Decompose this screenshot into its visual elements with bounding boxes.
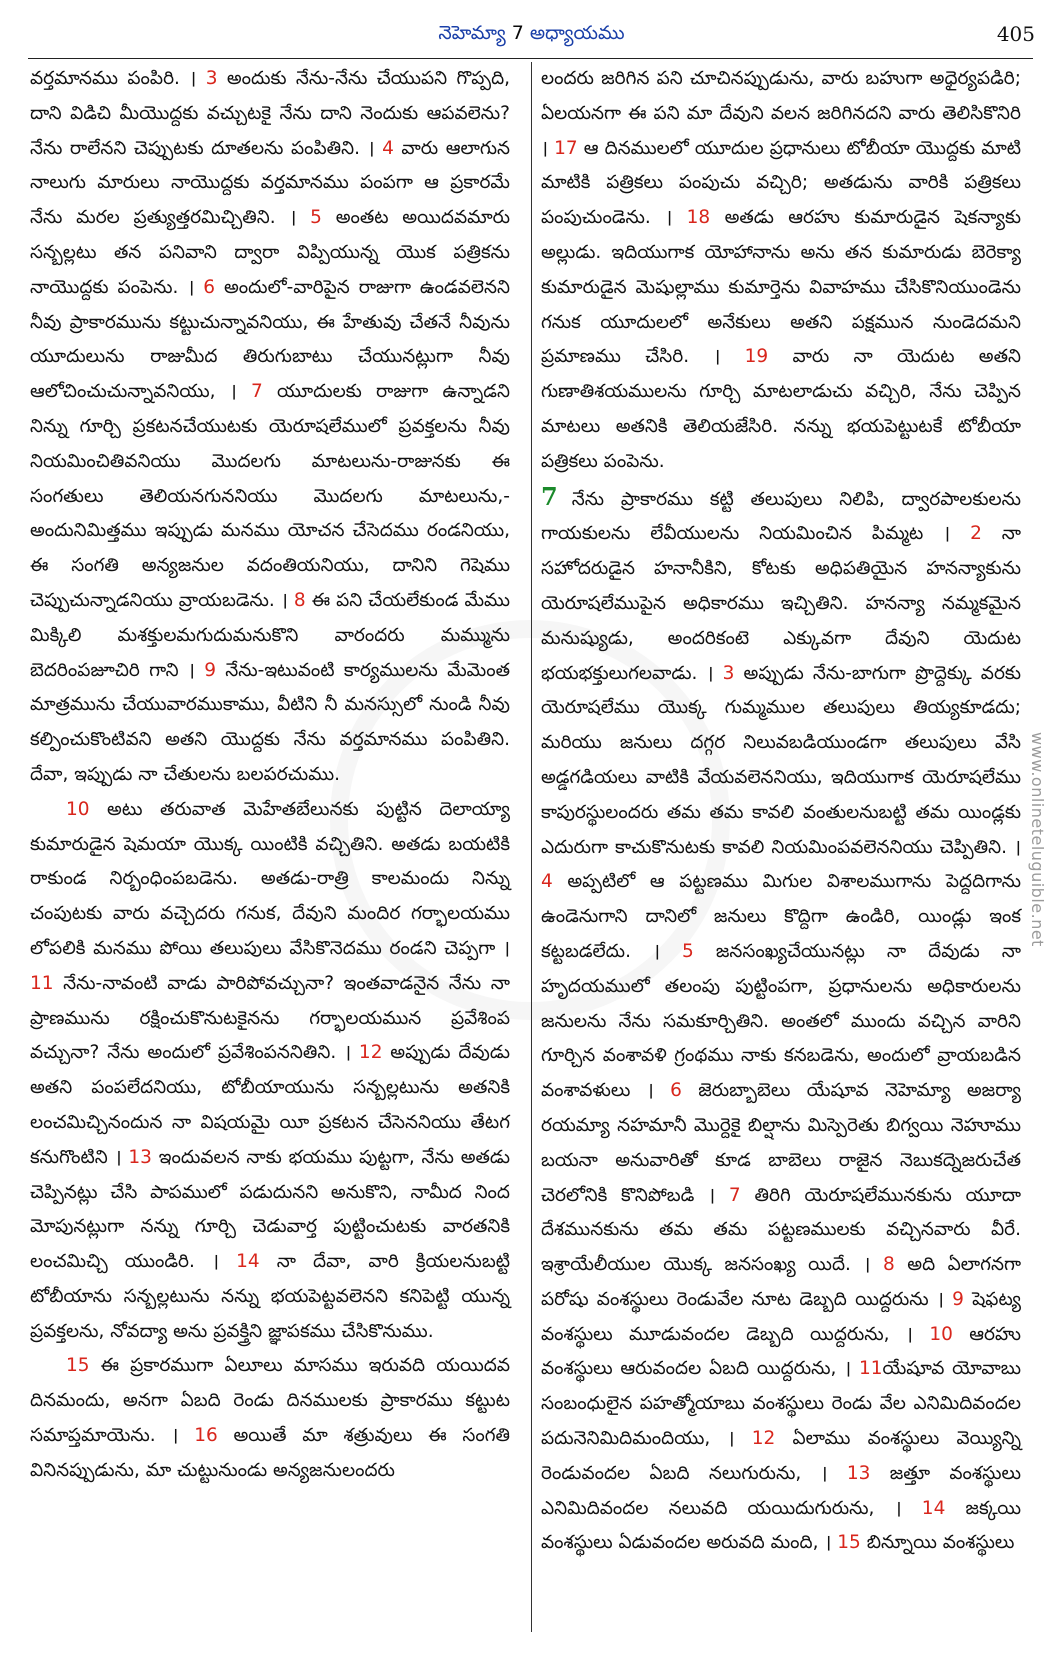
- chapter-number: 7: [511, 22, 524, 44]
- verse-text: యేషూవ యోవాబు సంబంధులైన పహత్మోయాబు వంశస్థులు రెండు వేల ఎనిమిదివందల పదునెనిమిదిమందియు, ।: [541, 1358, 1021, 1450]
- verse-number: 6: [670, 1080, 682, 1102]
- column-divider: [531, 62, 532, 1632]
- verse-number: 13: [846, 1462, 871, 1484]
- verse-text: అయితే మా శత్రువులు ఈ సంగతి వినినప్పుడును, మా చుట్టునుండు అన్యజనులందరు: [30, 1425, 510, 1481]
- verse-text: అప్పుడు నేను-బాగుగా ప్రొద్దెక్కు వరకు యెరూషలేము యొక్క గుమ్మముల తలుపులు తియ్యకూడదు; మరియు జనులు దగ్గర నిలువబడియుండగా తలుపులు వేసి అడ్డగడియలు వాటికి వేయవలెననియు, ఇదియుగాక యెరూషలేము కాపురస్థులందరు తమ తమ కావలి వంతులనుబట్టి తమ యిండ్లకు ఎదురుగా కాచుకొనుటకు కావలి నియమింపవలెననియు చెప్పితిని. ।: [541, 662, 1021, 858]
- verse-number: 15: [66, 1355, 90, 1377]
- verse-text: ఆరహు వంశస్థులు ఆరువందల ఏబది యిద్దరును, ।: [541, 1323, 1021, 1380]
- verse-number: 4: [382, 137, 394, 159]
- verse-text: అందుకు నేను-నేను చేయుపని గొప్పది, దాని విడిచి మీయొద్దకు వచ్చుటకై నేను దాని నెందుకు ఆపవలెను? నేను రాలేనని చెప్పుటకు దూతలను పంపితిని. ।: [30, 68, 511, 159]
- right-column: [541, 62, 1021, 1561]
- verse-text: లందరు జరిగిన పని చూచినప్పుడును, వారు బహుగా అధైర్యపడిరి; ఏలయనగా ఈ పని మా దేవుని వలన జరిగినదని వారు తెలిసికొనిరి ।: [541, 68, 1021, 159]
- verse-text: ఇందువలన నాకు భయము పుట్టగా, నేను అతడు చెప్పినట్లు చేసి పాపములో పడుదునని అనుకొని, నామీద నింద మోపునట్లుగా నన్ను గూర్చి చెడువార్త పుట్టించుటకు వారతనికి లంచమిచ్చి యుండిరి. ।: [30, 1146, 510, 1273]
- verse-number: 8: [882, 1254, 895, 1276]
- verse-text: జెరుబ్బాబెలు యేషూవ నెహెమ్యా అజర్యా రయమ్యా నహమానీ మొర్దెకై బిల్షాను మిస్పెరెతు బిగ్వయి నెహూము బయనా అనువారితో కూడ బాబెలు రాజైన నెబుకద్నెజరుచేత చెరలోనికి కొనిపోబడి ।: [541, 1080, 1021, 1206]
- verse-number: 11: [858, 1358, 883, 1380]
- verse-text: ఈ ప్రకారముగా ఏలూలు మాసము ఇరువది యయిదవ దినమందు, అనగా ఏబది రెండు దినములకు ప్రాకారము కట్టుట సమాప్తమాయెను. ।: [30, 1355, 510, 1447]
- verse-number: 19: [744, 346, 769, 368]
- verse-number: 8: [293, 589, 306, 611]
- verse-number: 10: [66, 798, 90, 820]
- paragraph: [30, 1349, 510, 1488]
- verse-number: 9: [204, 659, 216, 681]
- verse-text: వారు నా యెదుట అతని గుణాతిశయములను గూర్చి మాటలాడుచు వచ్చిరి, నేను చెప్పిన మాటలు అతనికి తెలియజేసిరి. నన్ను భయపెట్టుటకే టోబీయా పత్రికలు పంపెను.: [541, 346, 1021, 472]
- verse-number: 2: [970, 523, 982, 545]
- verse-text: అటు తరువాత మెహేతబేలునకు పుట్టిన దెలాయ్యా కుమారుడైన షెమయా యొక్క యింటికి వచ్చితిని. అతడు బయటికి రాకుండ నిర్బంధింపబడెను. అతడు-రాత్రి కాలమందు నిన్ను చంపుటకు వారు వచ్చెదరు గనుక, దేవుని మందిర గర్భాలయము లోపలికి మనము పోయి తలుపులు వేసికొనెదము రండని చెప్పగా ।: [30, 798, 510, 959]
- verse-text: నేను-నావంటి వాడు పారిపోవచ్చునా? ఇంతవాడనైన నేను నా ప్రాణమును రక్షించుకొనుటకైనను గర్భాలయమున ప్రవేశింప వచ్చునా? నేను అందులో ప్రవేశింపననితిని. ।: [30, 972, 510, 1064]
- verse-text: నేను-ఇటువంటి కార్యములను మేమెంత మాత్రమును చేయువారముకాము, వీటిని నీ మనస్సులో నుండి నీవు కల్పించుకొంటివని అతని యొద్దకు నేను వర్తమానము పంపితిని. దేవా, ఇప్పుడు నా చేతులను బలపరచుము.: [30, 659, 510, 785]
- verse-number: 18: [686, 207, 711, 229]
- verse-number: 16: [194, 1425, 218, 1447]
- right-side-watermark: www.onlineteluguible.net: [1027, 732, 1047, 947]
- verse-text: తిరిగి యెరూషలేమునకును యూదా దేశమునకును తమ తమ పట్టణములకు వచ్చినవారు వీరే. ఇశ్రాయేలీయుల యొక్క జనసంఖ్య యిదే. ।: [541, 1184, 1021, 1276]
- paragraph: [30, 793, 510, 1350]
- paragraph: [30, 62, 510, 793]
- verse-text: యూదులకు రాజుగా ఉన్నాడని నిన్ను గూర్చి ప్రకటనచేయుటకు యెరూషలేములో ప్రవక్తలను నీవు నియమించితివనియు మొదలగు మాటలును-రాజునకు ఈ సంగతులు తెలియనగుననియు మొదలగు మాటలును,-అందునిమిత్తము ఇప్పుడు మనము యోచన చేసెదము రండనియు, ఈ సంగతి అన్యజనుల వదంతియనియు, దానిని గెషెము చెప్పుచున్నాడనియు వ్రాయబడెను. ।: [30, 381, 510, 611]
- verse-text: షెఫట్య వంశస్థులు మూడువందల డెబ్బది యిద్దరును, ।: [541, 1288, 1021, 1345]
- verse-text: వర్తమానము పంపిరి. ।: [30, 68, 206, 89]
- verse-text: జనసంఖ్యచేయునట్లు నా దేవుడు నా హృదయములో తలంపు పుట్టింపగా, ప్రధానులను అధికారులను జనులను నేను సమకూర్చితిని. అంతలో ముందు వచ్చిన వారిని గూర్చిన వంశావళి గ్రంథము నాకు కనబడెను, అందులో వ్రాయబడిన వంశావళులు ।: [541, 940, 1021, 1102]
- left-column: [30, 62, 510, 1489]
- verse-text: అతడు ఆరహు కుమారుడైన షెకన్యాకు అల్లుడు. ఇదియుగాక యోహానాను అను తన కుమారుడు బెరెక్యా కుమారుడైన మెషుల్లాము కుమార్తెను వివాహము చేసికొనియుండెను గనుక యూదులలో అనేకులు అతని పక్షమున నుండెదమని ప్రమాణము చేసిరి. ।: [541, 207, 1021, 368]
- verse-number: 11: [30, 972, 54, 994]
- chapter-start-number: 7: [541, 481, 558, 511]
- verse-text: ఈ పని చేయలేకుండ మేము మిక్కిలి మశక్తులమగుదుమనుకొని వారందరు మమ్మును బెదరింపజూచిరి గాని ।: [30, 589, 510, 681]
- verse-text: నా సహోదరుడైన హనానీకిని, కోటకు అధిపతియైన హనన్యాకును యెరూషలేముపైన అధికారము ఇచ్చితిని. హనన్యా నమ్మకమైన మనుష్యుడు, అందరికంటె ఎక్కువగా దేవుని యెదుట భయభక్తులుగలవాడు. ।: [541, 523, 1021, 684]
- verse-text: అప్పటిలో ఆ పట్టణము మిగుల విశాలముగాను పెద్దదిగాను ఉండెనుగాని దానిలో జనులు కొద్దిగా ఉండిరి, యిండ్లు ఇంక కట్టబడలేదు. ।: [541, 871, 1021, 962]
- verse-number: 5: [682, 940, 694, 962]
- verse-text: బిన్నూయి వంశస్థులు: [860, 1532, 1015, 1554]
- verse-number: 12: [358, 1042, 383, 1064]
- verse-number: 14: [236, 1251, 260, 1273]
- verse-number: 10: [929, 1323, 953, 1345]
- verse-text: ఏలాము వంశస్థులు వెయ్యిన్ని రెండువందల ఏబది నలుగురును, ।: [541, 1428, 1021, 1484]
- verse-number: 7: [728, 1184, 741, 1206]
- chapter-word: అధ్యాయము: [529, 22, 625, 44]
- verse-number: 17: [554, 137, 578, 159]
- verse-text: ఆ దినములలో యూదుల ప్రధానులు టోబీయా యొద్దకు మాటి మాటికి పత్రికలు పంపుచు వచ్చిరి; అతడును వారికి పత్రికలు పంపుచుండెను. ।: [541, 137, 1021, 229]
- verse-text: నా దేవా, వారి క్రియలనుబట్టి టోబీయాను సన్బల్లటును నన్ను భయపెట్టవలెనని కనిపెట్టి యున్న ప్రవక్తలను, నోవద్యా అను ప్రవక్త్రిని జ్ఞాపకము చేసికొనుము.: [30, 1251, 510, 1342]
- paragraph: [541, 62, 1021, 480]
- verse-number: 3: [205, 68, 218, 89]
- verse-text: జక్కయి వంశస్థులు ఏడువందల అరువది మంది, ।: [541, 1497, 1021, 1554]
- verse-text: నేను ప్రాకారము కట్టి తలుపులు నిలిపి, ద్వారపాలకులను గాయకులను లేవీయులను నియమించిన పిమ్మట ।: [541, 488, 1021, 545]
- header-rule: [28, 58, 1033, 59]
- verse-number: 6: [203, 276, 216, 298]
- verse-text: అప్పుడు దేవుడు అతని పంపలేదనియు, టోబీయాయును సన్బల్లటును అతనికి లంచమిచ్చినందున నా విషయమై యీ ప్రకటన చేసెననియు తేటగ కనుగొంటిని ।: [30, 1042, 510, 1168]
- verse-number: 15: [837, 1532, 861, 1554]
- verse-number: 4: [541, 871, 553, 893]
- paragraph: [541, 480, 1021, 1562]
- book-name: నెహెమ్యా: [438, 22, 506, 44]
- verse-number: 14: [921, 1497, 946, 1519]
- verse-number: 9: [952, 1288, 964, 1310]
- page-header: [0, 22, 1063, 52]
- verse-number: 12: [751, 1428, 776, 1450]
- verse-text: అంతట అయిదవమారు సన్బల్లటు తన పనివాని ద్వారా విప్పియున్న యొక పత్రికను నాయొద్దకు పంపెను. ।: [30, 207, 510, 298]
- verse-number: 3: [722, 662, 735, 684]
- verse-text: వారు ఆలాగున నాలుగు మారులు నాయొద్దకు వర్తమానము పంపగా ఆ ప్రకారమే నేను మరల ప్రత్యుత్తరమిచ్చితిని. ।: [30, 137, 511, 229]
- page-number: 405: [996, 22, 1035, 46]
- verse-text: జత్తూ వంశస్థులు ఎనిమిదివందల నలువది యయిదుగురును, ।: [541, 1462, 1021, 1519]
- verse-number: 7: [250, 381, 263, 403]
- verse-number: 5: [310, 207, 322, 229]
- verse-text: అది ఏలాగనగా పరోషు వంశస్థులు రెండువేల నూట డెబ్బది యిద్దరును ।: [541, 1254, 1021, 1310]
- verse-number: 13: [128, 1146, 152, 1168]
- verse-text: అందులో-వారిపైన రాజుగా ఉండవలెనని నీవు ప్రాకారమును కట్టుచున్నావనియు, ఈ హేతువు చేతనే నీవును యూదులును రాజుమీద తిరుగుబాటు చేయునట్లుగా నీవు ఆలోచించుచున్నావనియు, ।: [30, 276, 510, 403]
- chapter-title: [0, 22, 1063, 49]
